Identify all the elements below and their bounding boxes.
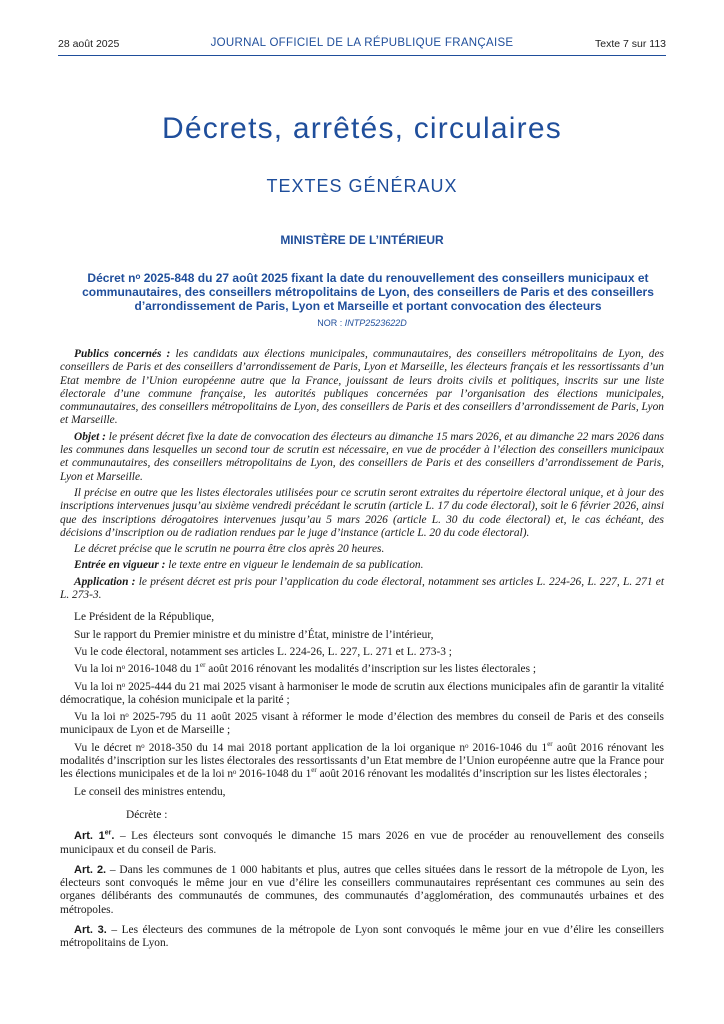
section-title: Décrets, arrêtés, circulaires (162, 112, 562, 145)
decrete-heading: Décrète : (126, 808, 168, 821)
objet-paragraph (60, 431, 664, 484)
decret-title: Décret nᵒ 2025-848 du 27 août 2025 fixant la date du renouvellement des conseillers municipaux et communautaires, des conseillers métropolitains de Lyon, des conseillers de Paris et des conseillers d’arrondissement de Paris, Lyon et Marseille et portant convocation des électeurs (82, 271, 654, 313)
article-3 (60, 924, 664, 951)
precise-paragraph: Il précise en outre que les listes électorales utilisées pour ce scrutin seront extraites du répertoire électoral unique, et à jour des inscriptions intervenues jusqu’au sixième vendredi précédant le scrutin (article L. 17 du code électoral), soit le 6 février 2026, ainsi que des inscriptions dérogatoires intervenues jusqu’au 5 mars 2026 (article L. 30 du code électoral) et, le cas échéant, des décisions d’inscription ou de radiation rendues par le juge d’instance (article L. 20 du code électoral). (60, 486, 664, 539)
article-3-number: Art. 3. (74, 923, 107, 936)
nor-label: NOR : (317, 318, 345, 328)
publics-paragraph (60, 348, 664, 428)
article-1-number (74, 830, 114, 842)
article-3-text: – Les électeurs des communes de la métropole de Lyon sont convoqués le même jour en vue d’élire les conseillers métropolitains de Lyon. (60, 923, 664, 950)
objet-label: Objet : (74, 430, 106, 443)
visa-rapport: Sur le rapport du Premier ministre et du ministre d’État, ministre de l’intérieur, (74, 628, 434, 641)
visas-section (60, 611, 664, 950)
ministry-name: MINISTÈRE DE L’INTÉRIEUR (280, 233, 444, 247)
journal-name: JOURNAL OFFICIEL DE LA RÉPUBLIQUE FRANÇAISE (210, 37, 514, 49)
article-1 (60, 830, 664, 857)
publication-date: 28 août 2025 (58, 38, 120, 50)
visa-decret-2018 (60, 739, 664, 782)
visa-loi-2016-sup: er (200, 661, 206, 670)
article-2-text: – Dans les communes de 1 000 habitants et plus, autres que celles situées dans le ressort de la métropole de Lyon, les électeurs sont convoqués le même jour en vue d’élire les conseillers communautaires représentant ces communes au sein des organes délibérants des communautés de communes, des communautés d’agglomération, des communautés urbaines et des métropoles. (60, 863, 664, 916)
entree-paragraph (60, 559, 664, 572)
article-2-number: Art. 2. (74, 863, 107, 876)
article-2 (60, 864, 664, 917)
subsection-title: TEXTES GÉNÉRAUX (266, 176, 458, 196)
entree-text: le texte entre en vigueur le lendemain de sa publication. (165, 559, 424, 572)
visa-loi-2016 (60, 663, 664, 676)
scrutin-paragraph: Le décret précise que le scrutin ne pourra être clos après 20 heures. (74, 543, 385, 556)
article-1-text: – Les électeurs sont convoqués le dimanche 15 mars 2026 en vue de procéder au renouvellement des conseils municipaux et du conseil de Paris. (60, 830, 664, 856)
decret-body (60, 348, 664, 958)
visa-conseil: Le conseil des ministres entendu, (74, 785, 226, 798)
visa-president: Le Président de la République, (74, 611, 215, 624)
article-1-num-dot: . (111, 830, 115, 843)
article-1-num-sup: er (104, 829, 112, 837)
publics-text: les candidats aux élections municipales, communautaires, des conseillers métropolitains de Lyon, des conseillers de Paris et des conseillers d’arrondissement de Paris, Lyon et Marseille, les électeurs français et les ressortissants d’un Etat membre de l’Union européenne autre que la France, jouissant de leurs droits civils et politiques, inscrits sur une liste électorale d’une commune française, les autorités publiques concernées par l’organisation des élections municipales, communautaires, des conseillers métropolitains de Lyon, des conseillers de Paris et des conseillers d’arrondissement de Paris, Lyon et Marseille. (60, 348, 664, 427)
visa-decret-a: Vu le décret nᵒ 2018-350 du 14 mai 2018 portant application de la loi organique nᵒ 2016-1046 du 1 (74, 741, 548, 754)
visa-decret-c: août 2016 rénovant les modalités d’inscription sur les listes électorales ; (316, 768, 648, 781)
visa-decret-sup1: er (547, 739, 553, 748)
visa-code: Vu le code électoral, notamment ses articles L. 224-26, L. 227, L. 271 et L. 273-3 ; (74, 645, 452, 658)
nor-reference (0, 318, 724, 328)
entree-label: Entrée en vigueur : (74, 559, 166, 572)
notice-summary (60, 348, 664, 602)
objet-text: le présent décret fixe la date de convocation des électeurs au dimanche 15 mars 2026, et au dimanche 22 mars 2026 dans les communes dans lesquelles un second tour de scrutin est nécessaire, en vue de procéder à l’élection des conseillers municipaux et communautaires, des conseillers métropolitains de Lyon, des conseillers de Paris et des conseillers d’arrondissement de Paris, Lyon et Marseille. (60, 430, 664, 483)
application-label: Application : (74, 575, 136, 588)
texte-counter: Texte 7 sur 113 (594, 38, 666, 50)
visa-loi-2025-444: Vu la loi nᵒ 2025-444 du 21 mai 2025 visant à harmoniser le mode de scrutin aux élections municipales afin de garantir la vitalité démocratique, la cohésion municipale et la parité ; (60, 680, 664, 706)
application-text: le présent décret est pris pour l’application du code électoral, notamment ses articles L. 224-26, L. 227, L. 271 et L. 273-3. (60, 575, 664, 602)
application-paragraph (60, 576, 664, 603)
publics-label: Publics concernés : (74, 348, 171, 360)
article-1-num-text: Art. 1 (74, 830, 105, 843)
visa-loi-2016-a: Vu la loi nᵒ 2016-1048 du 1 (74, 663, 200, 676)
header-divider (58, 55, 666, 56)
nor-code: INTP2523622D (344, 318, 407, 328)
visa-decret-sup2: er (311, 766, 317, 775)
visa-decret-b: août 2016 rénovant les modalités d’inscription sur les listes électorales des ressortissants d’un Etat membre de l’Union européenne autre que la France pour les élections municipales et de la loi nᵒ 2016-1048 du 1 (60, 741, 664, 781)
visa-loi-2016-b: août 2016 rénovant les modalités d’inscription sur les listes électorales ; (205, 663, 537, 676)
visa-loi-2025-795: Vu la loi nᵒ 2025-795 du 11 août 2025 visant à réformer le mode d’élection des membres du conseil de Paris et des conseils municipaux de Lyon et de Marseille ; (60, 711, 664, 737)
